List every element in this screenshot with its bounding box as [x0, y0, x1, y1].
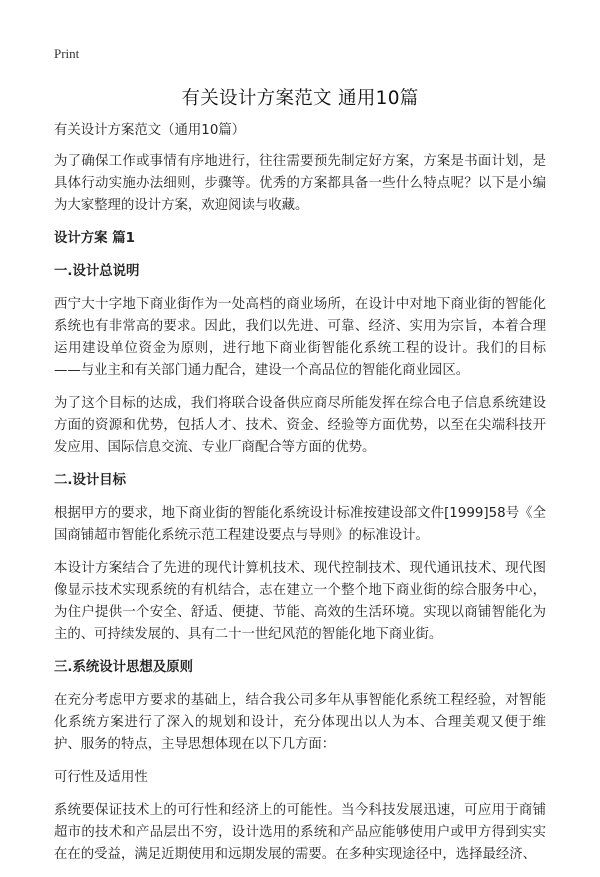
subsection-paragraph: 系统要保证技术上的可行性和经济上的可能性。当今科技发展迅速，可应用于商铺超市的技术和产品层出不穷，设计选用的系统和产品应能够使用户或甲方得到实实在在的受益，满足近期使用和远期发展的需要。在多种实现途径中，选择最经济、	[54, 803, 546, 862]
section-heading-3: 三.系统设计思想及原则	[54, 660, 193, 675]
section-1-paragraph-2: 为了这个目标的达成，我们将联合设备供应商尽所能发挥在综合电子信息系统建设方面的资源和优势，包括人才、技术、资金、经验等方面优势，以至在尖端科技开发应用、国际信息交流、专业厂商配合等方面的优势。	[54, 396, 546, 455]
chapter-heading: 设计方案 篇1	[54, 231, 135, 246]
intro-paragraph: 为了确保工作或事情有序地进行，往往需要预先制定好方案，方案是书面计划，是具体行动实施办法细则，步骤等。优秀的方案都具备一些什么特点呢？以下是小编为大家整理的设计方案，欢迎阅读与收藏。	[54, 154, 546, 213]
document-body	[54, 120, 546, 877]
subsection-heading: 可行性及适用性	[54, 770, 148, 785]
page-title: 有关设计方案范文 通用10篇	[181, 88, 419, 109]
section-2-paragraph-2: 本设计方案结合了先进的现代计算机技术、现代控制技术、现代通讯技术、现代图像显示技术实现系统的有机结合，志在建立一个整个地下商业街的综合服务中心，为住户提供一个安全、舒适、便捷、节能、高效的生活环境。实现以商铺智能化为主的、可持续发展的、具有二十一世纪风范的智能化地下商业街。	[54, 561, 546, 642]
section-1-paragraph-1: 西宁大十字地下商业街作为一处高档的商业场所，在设计中对地下商业街的智能化系统也有非常高的要求。因此，我们以先进、可靠、经济、实用为宗旨，本着合理运用建设单位资金为原则，进行地下商业街智能化系统工程的设计。我们的目标——与业主和有关部门通力配合，建设一个高品位的智能化商业园区。	[54, 297, 546, 378]
print-link[interactable]: Print	[54, 46, 80, 61]
section-3-paragraph-1: 在充分考虑甲方要求的基础上，结合我公司多年从事智能化系统工程经验，对智能化系统方案进行了深入的规划和设计，充分体现出以人为本、合理美观又便于维护、服务的特点，主导思想体现在以下几方面：	[54, 693, 546, 752]
document-subtitle: 有关设计方案范文（通用10篇）	[54, 123, 246, 138]
section-heading-2: 二.设计目标	[54, 473, 127, 488]
section-2-paragraph-1: 根据甲方的要求，地下商业街的智能化系统设计标准按建设部文件[1999]58号《全国商铺超市智能化系统示范工程建设要点与导则》的标准设计。	[54, 506, 546, 543]
section-heading-1: 一.设计总说明	[54, 264, 140, 279]
